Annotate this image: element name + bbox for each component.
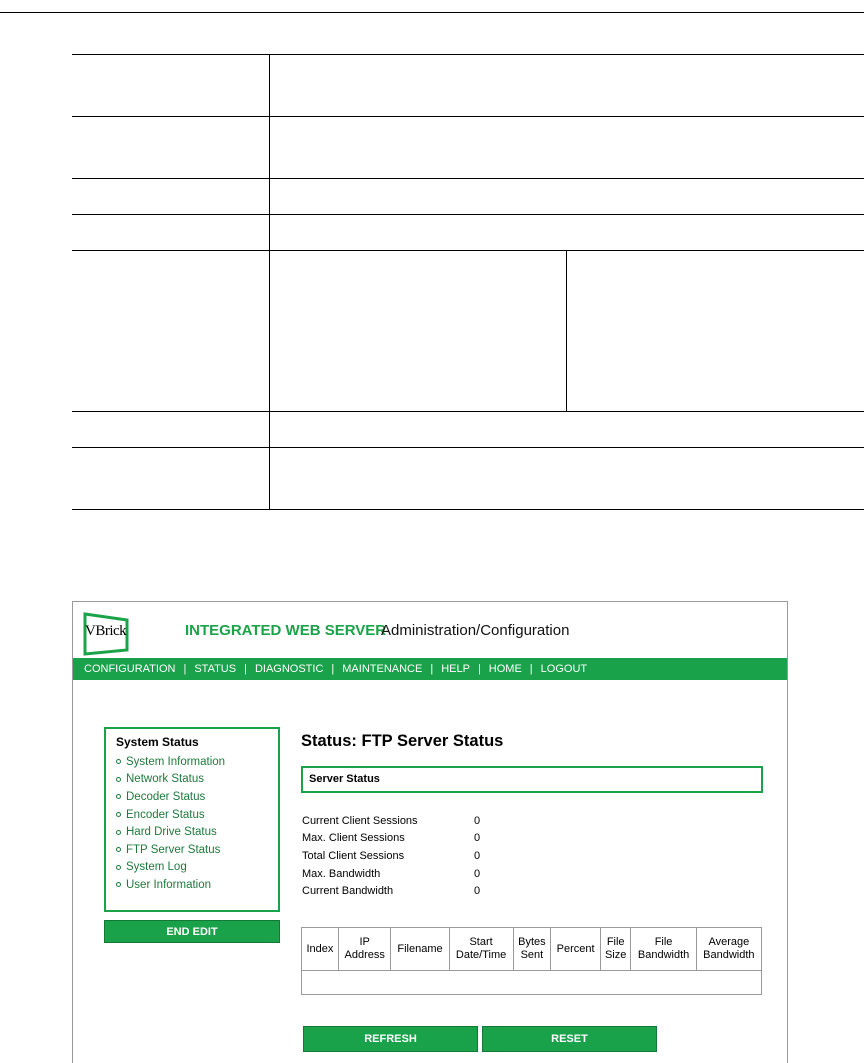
nav-home[interactable]: HOME bbox=[488, 663, 522, 675]
reset-button[interactable]: RESET bbox=[482, 1026, 657, 1052]
stat-row: Max. Bandwidth 0 bbox=[302, 867, 481, 880]
sidebar-item-network-status[interactable]: Network Status bbox=[116, 771, 268, 789]
column-header-index: Index bbox=[302, 928, 339, 971]
doc-row bbox=[72, 412, 864, 448]
sidebar-item-user-information[interactable]: User Information bbox=[116, 876, 268, 894]
sidebar-item-hard-drive-status[interactable]: Hard Drive Status bbox=[116, 823, 268, 841]
document-table bbox=[72, 54, 864, 510]
sidebar-item-ftp-server-status[interactable]: FTP Server Status bbox=[116, 841, 268, 859]
doc-row bbox=[72, 215, 864, 251]
bullet-icon bbox=[116, 882, 121, 887]
column-header-file-size: File Size bbox=[600, 928, 631, 971]
table-row bbox=[302, 971, 762, 995]
server-stats bbox=[302, 812, 514, 900]
web-ui-screenshot bbox=[72, 601, 788, 1063]
bullet-icon bbox=[116, 847, 121, 852]
column-header-ip-address: IP Address bbox=[338, 928, 390, 971]
top-nav-bar bbox=[73, 658, 787, 680]
stat-row: Current Client Sessions 0 bbox=[302, 814, 481, 827]
bullet-icon bbox=[116, 777, 121, 782]
end-edit-button[interactable]: END EDIT bbox=[104, 920, 280, 943]
bullet-icon bbox=[116, 865, 121, 870]
doc-row bbox=[72, 117, 864, 179]
column-header-start-date-time: Start Date/Time bbox=[449, 928, 513, 971]
nav-status[interactable]: STATUS bbox=[194, 663, 237, 675]
doc-row bbox=[72, 179, 864, 215]
page-title: Status: FTP Server Status bbox=[301, 732, 504, 750]
app-title: INTEGRATED WEB SERVER bbox=[185, 622, 387, 639]
empty-table-cell bbox=[302, 971, 762, 995]
stat-row: Current Bandwidth 0 bbox=[302, 885, 481, 898]
doc-row bbox=[72, 251, 864, 412]
nav-separator: | bbox=[183, 663, 187, 675]
table-header-row bbox=[302, 928, 762, 971]
nav-separator: | bbox=[529, 663, 533, 675]
bullet-icon bbox=[116, 812, 121, 817]
section-header-server-status: Server Status bbox=[301, 766, 763, 793]
stat-row: Max. Client Sessions 0 bbox=[302, 832, 481, 845]
refresh-button[interactable]: REFRESH bbox=[303, 1026, 478, 1052]
sidebar-item-system-log[interactable]: System Log bbox=[116, 859, 268, 877]
nav-separator: | bbox=[331, 663, 335, 675]
doc-row bbox=[72, 448, 864, 510]
column-header-percent: Percent bbox=[551, 928, 601, 971]
nav-maintenance[interactable]: MAINTENANCE bbox=[342, 663, 423, 675]
doc-row bbox=[72, 55, 864, 117]
sidebar-item-encoder-status[interactable]: Encoder Status bbox=[116, 806, 268, 824]
sidebar-system-status bbox=[104, 727, 280, 912]
logo-text: VBrick bbox=[85, 623, 127, 639]
sidebar-item-system-information[interactable]: System Information bbox=[116, 753, 268, 771]
sidebar-title: System Status bbox=[116, 735, 199, 749]
nav-separator: | bbox=[430, 663, 434, 675]
ftp-sessions-table bbox=[301, 927, 762, 995]
nav-configuration[interactable]: CONFIGURATION bbox=[84, 663, 176, 675]
column-header-file-bandwidth: File Bandwidth bbox=[631, 928, 696, 971]
page-top-rule bbox=[0, 12, 864, 13]
nav-logout[interactable]: LOGOUT bbox=[540, 663, 588, 675]
app-subtitle: Administration/Configuration bbox=[381, 622, 570, 639]
nav-diagnostic[interactable]: DIAGNOSTIC bbox=[254, 663, 324, 675]
stat-row: Total Client Sessions 0 bbox=[302, 849, 481, 862]
bullet-icon bbox=[116, 759, 121, 764]
nav-separator: | bbox=[477, 663, 481, 675]
column-header-filename: Filename bbox=[391, 928, 449, 971]
bullet-icon bbox=[116, 794, 121, 799]
nav-separator: | bbox=[244, 663, 247, 675]
column-header-average-bandwidth: Average Bandwidth bbox=[696, 928, 761, 971]
bullet-icon bbox=[116, 830, 121, 835]
column-header-bytes-sent: Bytes Sent bbox=[513, 928, 551, 971]
nav-help[interactable]: HELP bbox=[441, 663, 470, 675]
sidebar-item-decoder-status[interactable]: Decoder Status bbox=[116, 788, 268, 806]
